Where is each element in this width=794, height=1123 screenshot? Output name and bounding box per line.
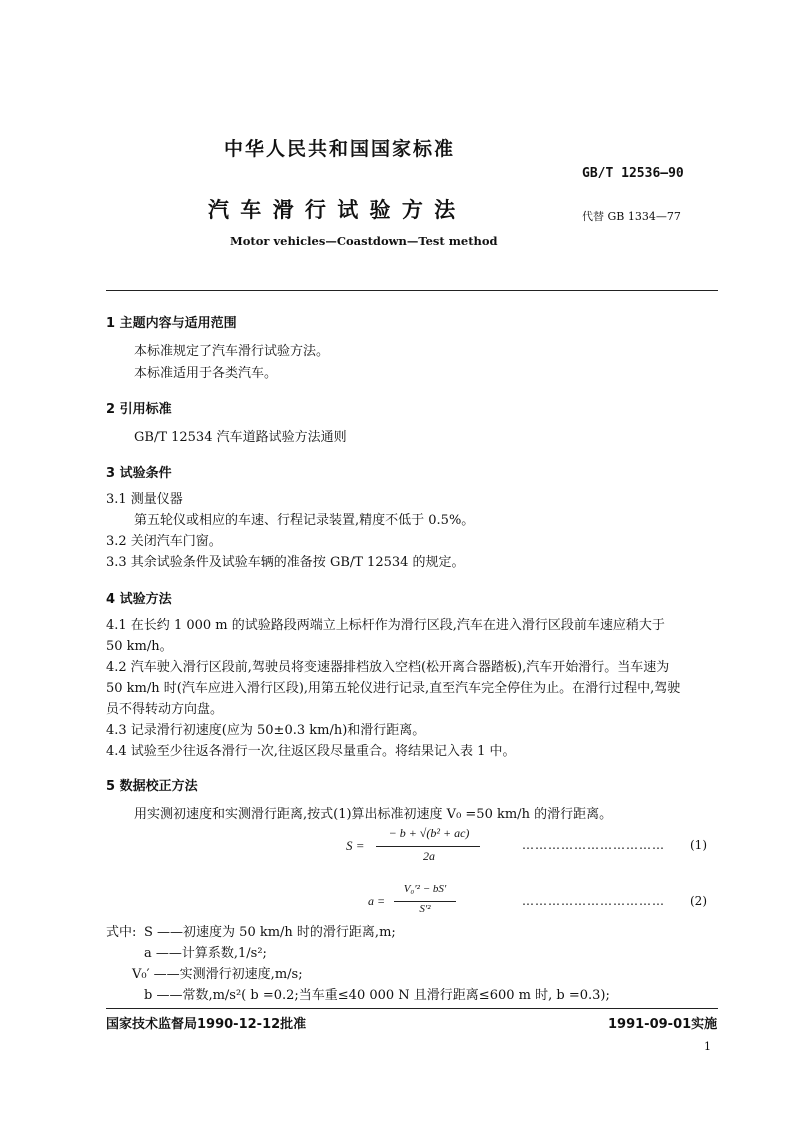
equation-1-numerator: − b + √(b² + ac): [388, 826, 470, 840]
where-label: 式中:: [106, 925, 137, 940]
section-2-heading: 2 引用标准: [106, 402, 172, 417]
clause-3-3: 3.3 其余试验条件及试验车辆的准备按 GB/T 12534 的规定。: [106, 555, 465, 570]
footer-rule: [106, 1008, 718, 1009]
clause-3-1-text: 第五轮仪或相应的车速、行程记录装置,精度不低于 0.5%。: [134, 513, 475, 528]
definition-S: S ——初速度为 50 km/h 时的滑行距离,m;: [144, 925, 396, 940]
clause-4-1: 50 km/h。: [106, 639, 173, 654]
english-title: Motor vehicles—Coastdown—Test method: [230, 234, 498, 248]
equation-2-lhs: a =: [368, 894, 386, 908]
clause-3-1: 3.1 测量仪器: [106, 492, 183, 507]
effective-date: 1991-09-01实施: [608, 1017, 718, 1032]
national-standard-title: 中华人民共和国国家标准: [224, 138, 456, 160]
clause-4-2: 4.2 汽车驶入滑行区段前,驾驶员将变速器排档放入空档(松开离合器踏板),汽车开始滑行。当车速为: [106, 660, 670, 675]
clause-4-2: 员不得转动方向盘。: [106, 702, 224, 717]
clause-4-1: 4.1 在长约 1 000 m 的试验路段两端立上标杆作为滑行区段,汽车在进入滑行区段前车速应稍大于: [106, 618, 665, 633]
clause-3-2: 3.2 关闭汽车门窗。: [106, 534, 222, 549]
standard-code: GB/T 12536—90: [582, 166, 684, 181]
page-number: 1: [704, 1040, 711, 1053]
section-3-heading: 3 试验条件: [106, 466, 172, 481]
equation-2-numerator: V₀′² − bS′: [403, 883, 447, 895]
approval-note: 国家技术监督局1990-12-12批准: [106, 1017, 307, 1032]
section-1-heading: 1 主题内容与适用范围: [106, 316, 237, 331]
clause-4-2: 50 km/h 时(汽车应进入滑行区段),用第五轮仪进行记录,直至汽车完全停住为止。在滑行过程中,驾驶: [106, 681, 681, 696]
equation-2-number: (2): [690, 894, 707, 908]
definition-V0: V₀′ ——实测滑行初速度,m/s;: [132, 967, 303, 982]
definition-b: b ——常数,m/s²( b =0.2;当车重≤40 000 N 且滑行距离≤600 m 时, b =0.3);: [144, 988, 610, 1003]
clause-4-3: 4.3 记录滑行初速度(应为 50±0.3 km/h)和滑行距离。: [106, 723, 426, 738]
equation-1-leader: ……………………………: [522, 838, 665, 852]
equation-2-leader: ……………………………: [522, 894, 665, 908]
header-rule: [106, 290, 718, 291]
section-5-heading: 5 数据校正方法: [106, 779, 198, 794]
equation-1-number: (1): [690, 838, 707, 852]
section-1-paragraph: 本标准规定了汽车滑行试验方法。: [134, 344, 330, 359]
equation-2-fraction-bar: [394, 901, 456, 902]
clause-4-4: 4.4 试验至少往返各滑行一次,往返区段尽量重合。将结果记入表 1 中。: [106, 744, 516, 759]
equation-2-denominator: S′²: [419, 903, 431, 915]
section-1-paragraph: 本标准适用于各类汽车。: [134, 366, 278, 381]
section-2-reference: GB/T 12534 汽车道路试验方法通则: [134, 430, 347, 445]
document-title: 汽 车 滑 行 试 验 方 法: [208, 198, 458, 222]
equation-1-lhs: S =: [346, 838, 365, 853]
section-4-heading: 4 试验方法: [106, 592, 172, 607]
section-5-intro: 用实测初速度和实测滑行距离,按式(1)算出标准初速度 V₀ =50 km/h 的滑行距离。: [134, 807, 613, 822]
replaces-note: 代替 GB 1334—77: [582, 210, 681, 223]
definition-a: a ——计算系数,1/s²;: [144, 946, 267, 961]
equation-1-denominator: 2a: [423, 849, 435, 863]
equation-1-fraction-bar: [376, 846, 480, 847]
